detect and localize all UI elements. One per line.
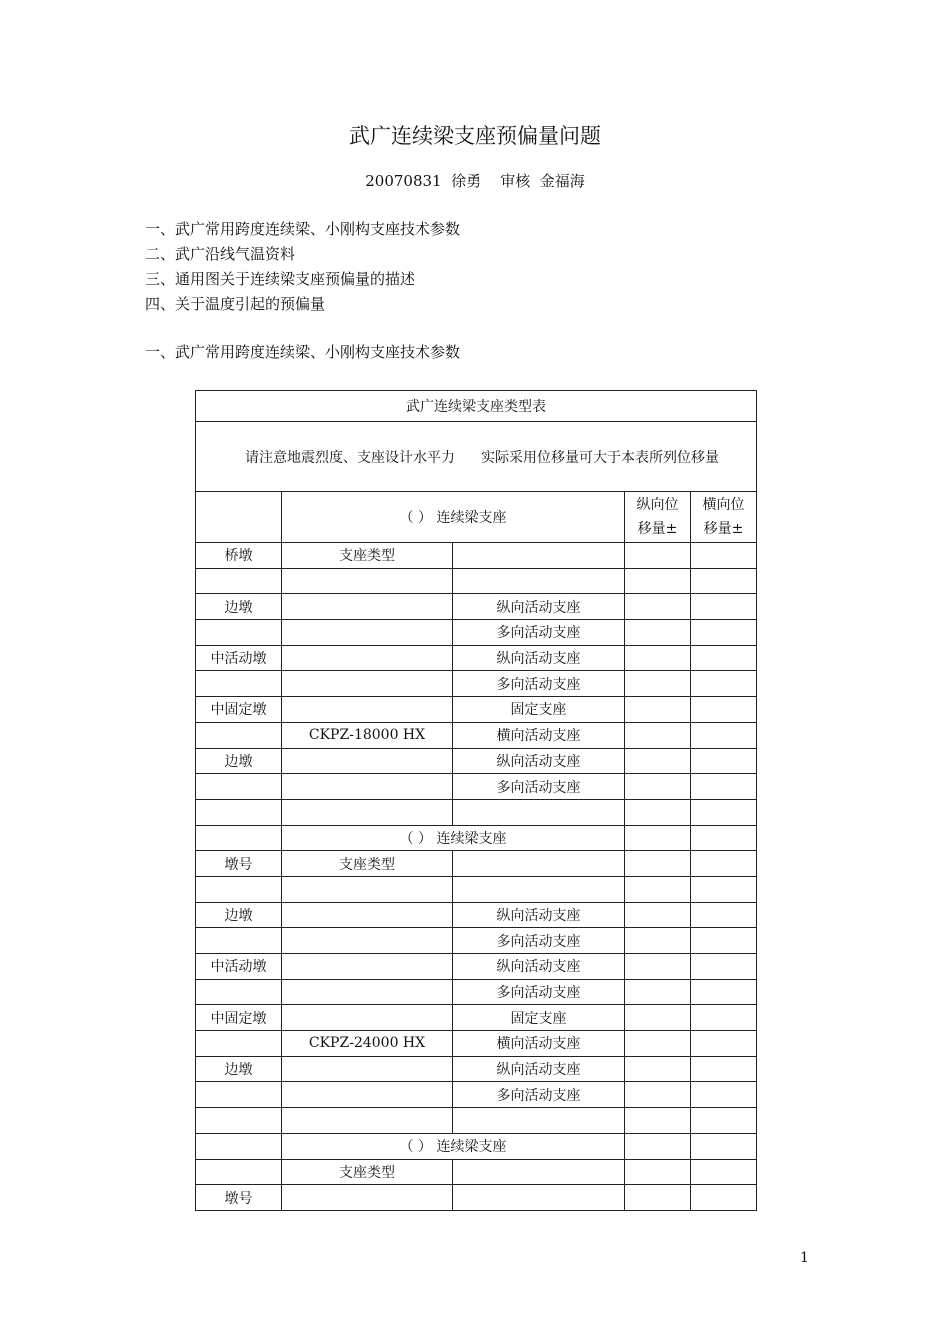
bearing-model-cell [282,1056,453,1082]
transverse-displacement-cell [691,1108,757,1134]
transverse-displacement-cell [691,645,757,671]
bearing-type-cell: 多向活动支座 [453,928,625,954]
header-long-line1: 纵向位 [636,497,679,513]
header-bearing-series: （ ） 连续梁支座 [282,492,625,543]
longitudinal-displacement-cell [625,954,691,980]
bearing-model-cell: 支座类型 [282,851,453,877]
pier-cell: 边墩 [196,1056,282,1082]
pier-cell [196,825,282,851]
bearing-model-cell [282,748,453,774]
transverse-displacement-cell [691,851,757,877]
transverse-displacement-cell [691,748,757,774]
bearing-model-cell: CKPZ-24000 HX [282,1031,453,1057]
table-row [196,594,757,620]
bearing-model-cell [282,1185,453,1211]
pier-cell [196,671,282,697]
bearing-type-cell: 多向活动支座 [453,1082,625,1108]
longitudinal-displacement-cell [625,902,691,928]
longitudinal-displacement-cell [625,748,691,774]
header-transverse-displacement [691,492,757,543]
pier-cell [196,1133,282,1159]
pier-cell [196,799,282,825]
header-longitudinal-displacement [625,492,691,543]
pier-cell: 边墩 [196,902,282,928]
table-row [196,1082,757,1108]
pier-cell: 边墩 [196,594,282,620]
pier-cell [196,979,282,1005]
table-row [196,671,757,697]
longitudinal-displacement-cell [625,979,691,1005]
longitudinal-displacement-cell [625,645,691,671]
longitudinal-displacement-cell [625,620,691,646]
transverse-displacement-cell [691,697,757,723]
bearing-model-cell [282,671,453,697]
toc-item: 一、武广常用跨度连续梁、小刚构支座技术参数 [145,220,461,238]
longitudinal-displacement-cell [625,568,691,594]
table-of-contents [145,217,460,317]
bearing-type-cell [453,799,625,825]
longitudinal-displacement-cell [625,697,691,723]
longitudinal-displacement-cell [625,851,691,877]
transverse-displacement-cell [691,620,757,646]
longitudinal-displacement-cell [625,928,691,954]
bearing-model-cell [282,1005,453,1031]
bearing-type-cell: 横向活动支座 [453,1031,625,1057]
toc-item: 二、武广沿线气温资料 [145,245,296,263]
table-row [196,1031,757,1057]
transverse-displacement-cell [691,568,757,594]
table-row [196,645,757,671]
table-note [196,422,757,492]
table-note-left: 请注意地震烈度、支座设计水平力 [245,449,456,466]
table-note-row [196,422,757,492]
transverse-displacement-cell [691,1005,757,1031]
section-header-cell: （ ） 连续梁支座 [282,1133,625,1159]
bearing-type-cell [453,851,625,877]
pier-cell [196,876,282,902]
bearing-type-cell: 纵向活动支座 [453,1056,625,1082]
longitudinal-displacement-cell [625,799,691,825]
pier-cell: 墩号 [196,1185,282,1211]
bearing-type-cell [453,1108,625,1134]
table-row [196,774,757,800]
bearing-type-table [195,390,757,1211]
longitudinal-displacement-cell [625,1108,691,1134]
bearing-type-cell: 多向活动支座 [453,979,625,1005]
table-row [196,620,757,646]
pier-cell [196,774,282,800]
longitudinal-displacement-cell [625,1159,691,1185]
pier-cell [196,1159,282,1185]
bearing-type-cell [453,543,625,569]
transverse-displacement-cell [691,594,757,620]
table-row [196,1159,757,1185]
longitudinal-displacement-cell [625,774,691,800]
pier-cell: 中固定墩 [196,697,282,723]
header-trans-line2: 移量± [703,521,744,537]
transverse-displacement-cell [691,979,757,1005]
bearing-type-cell: 纵向活动支座 [453,594,625,620]
transverse-displacement-cell [691,954,757,980]
table-row [196,568,757,594]
bearing-model-cell [282,1082,453,1108]
table-row [196,1185,757,1211]
longitudinal-displacement-cell [625,1082,691,1108]
longitudinal-displacement-cell [625,594,691,620]
pier-cell: 桥墩 [196,543,282,569]
transverse-displacement-cell [691,1159,757,1185]
bearing-model-cell [282,620,453,646]
pier-cell: 边墩 [196,748,282,774]
longitudinal-displacement-cell [625,543,691,569]
table-row [196,902,757,928]
pier-cell [196,1108,282,1134]
pier-cell [196,620,282,646]
bearing-model-cell [282,774,453,800]
transverse-displacement-cell [691,902,757,928]
transverse-displacement-cell [691,543,757,569]
table-row [196,1056,757,1082]
table-header-row [196,492,757,543]
bearing-model-cell [282,876,453,902]
bearing-model-cell: 支座类型 [282,1159,453,1185]
bearing-model-cell: 支座类型 [282,543,453,569]
bearing-model-cell [282,799,453,825]
bearing-type-cell: 纵向活动支座 [453,645,625,671]
pier-cell [196,568,282,594]
table-row [196,928,757,954]
table-caption-row [196,391,757,422]
table-row [196,1005,757,1031]
longitudinal-displacement-cell [625,1031,691,1057]
header-empty-cell [196,492,282,543]
transverse-displacement-cell [691,1056,757,1082]
transverse-displacement-cell [691,799,757,825]
section-heading: 一、武广常用跨度连续梁、小刚构支座技术参数 [145,343,461,361]
table-row [196,979,757,1005]
bearing-type-cell: 固定支座 [453,1005,625,1031]
table-row [196,876,757,902]
bearing-type-cell: 纵向活动支座 [453,954,625,980]
bearing-type-cell: 纵向活动支座 [453,902,625,928]
transverse-displacement-cell [691,1082,757,1108]
longitudinal-displacement-cell [625,825,691,851]
table-row [196,748,757,774]
pier-cell: 中固定墩 [196,1005,282,1031]
bearing-type-cell: 横向活动支座 [453,722,625,748]
document-byline: 20070831 徐勇 审核 金福海 [365,172,585,190]
table-row [196,697,757,723]
table-caption: 武广连续梁支座类型表 [196,391,757,422]
table-row [196,722,757,748]
bearing-type-cell [453,568,625,594]
bearing-model-cell [282,645,453,671]
transverse-displacement-cell [691,1133,757,1159]
longitudinal-displacement-cell [625,1185,691,1211]
longitudinal-displacement-cell [625,671,691,697]
longitudinal-displacement-cell [625,722,691,748]
transverse-displacement-cell [691,722,757,748]
bearing-type-cell [453,1159,625,1185]
toc-item: 四、关于温度引起的预偏量 [145,295,326,313]
longitudinal-displacement-cell [625,1133,691,1159]
bearing-model-cell [282,928,453,954]
table-row [196,1108,757,1134]
pier-cell: 中活动墩 [196,645,282,671]
bearing-type-cell: 固定支座 [453,697,625,723]
bearing-type-cell: 多向活动支座 [453,774,625,800]
longitudinal-displacement-cell [625,1056,691,1082]
table-row [196,851,757,877]
pier-cell: 中活动墩 [196,954,282,980]
bearing-model-cell [282,1108,453,1134]
table-note-right: 实际采用位移量可大于本表所列位移量 [481,449,720,466]
bearing-model-cell [282,979,453,1005]
transverse-displacement-cell [691,1185,757,1211]
transverse-displacement-cell [691,1031,757,1057]
transverse-displacement-cell [691,671,757,697]
transverse-displacement-cell [691,876,757,902]
header-trans-line1: 横向位 [702,497,745,513]
bearing-type-cell [453,876,625,902]
toc-item: 三、通用图关于连续梁支座预偏量的描述 [145,270,416,288]
pier-cell [196,722,282,748]
table-row [196,543,757,569]
document-title: 武广连续梁支座预偏量问题 [349,124,601,148]
table-row [196,1133,757,1159]
bearing-model-cell [282,697,453,723]
bearing-model-cell [282,954,453,980]
pier-cell: 墩号 [196,851,282,877]
pier-cell [196,1031,282,1057]
bearing-type-cell: 多向活动支座 [453,671,625,697]
section-header-cell: （ ） 连续梁支座 [282,825,625,851]
transverse-displacement-cell [691,825,757,851]
transverse-displacement-cell [691,774,757,800]
bearing-model-cell: CKPZ-18000 HX [282,722,453,748]
table-row [196,799,757,825]
table-row [196,825,757,851]
bearing-model-cell [282,594,453,620]
longitudinal-displacement-cell [625,876,691,902]
bearing-model-cell [282,568,453,594]
header-long-line2: 移量± [637,521,678,537]
bearing-type-cell: 纵向活动支座 [453,748,625,774]
bearing-type-cell: 多向活动支座 [453,620,625,646]
pier-cell [196,928,282,954]
table-row [196,954,757,980]
pier-cell [196,1082,282,1108]
longitudinal-displacement-cell [625,1005,691,1031]
transverse-displacement-cell [691,928,757,954]
bearing-type-cell [453,1185,625,1211]
bearing-model-cell [282,902,453,928]
page-number: 1 [800,1250,809,1266]
